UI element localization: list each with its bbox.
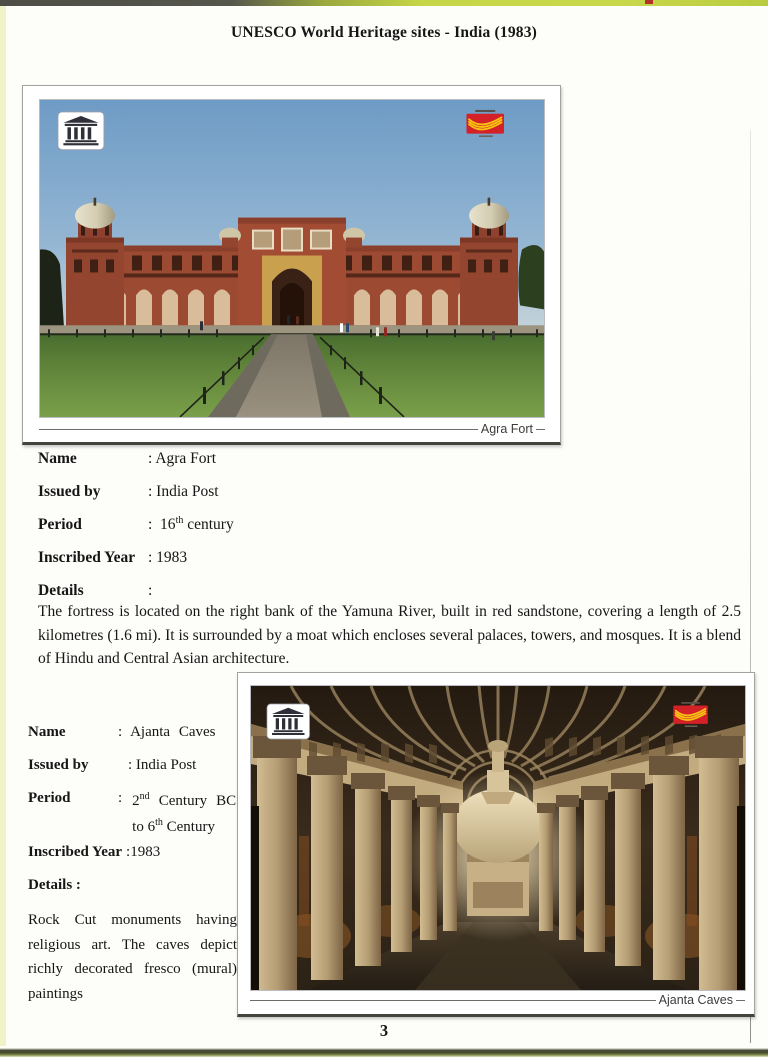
- page-title: UNESCO World Heritage sites - India (1983): [230, 24, 538, 41]
- caption-rule: [39, 429, 478, 430]
- field-label: Period: [28, 790, 71, 806]
- info-row-details: [38, 581, 743, 601]
- field-value: : Ajanta Caves: [118, 724, 216, 740]
- field-value: [148, 515, 234, 535]
- info-row-inscribed-year: [28, 842, 237, 862]
- agra-fort-postcard: [22, 85, 561, 445]
- period-part: Century: [162, 819, 215, 835]
- caption-rule-tail: [536, 429, 545, 430]
- period-rest: century: [183, 516, 234, 533]
- unesco-logo-icon: [58, 112, 104, 150]
- info-row-period: [28, 788, 237, 840]
- field-label: Inscribed Year: [28, 844, 123, 860]
- agra-fort-photo: [39, 99, 545, 418]
- field-label: Details :: [28, 877, 81, 893]
- ajanta-info-table: [28, 722, 237, 1006]
- info-row-details: [28, 875, 237, 895]
- field-value: : India Post: [148, 483, 219, 500]
- ajanta-caves-illustration: [251, 686, 745, 990]
- period-colon: :: [118, 790, 123, 806]
- field-label: Name: [28, 724, 66, 740]
- field-value: :: [148, 582, 153, 599]
- field-label: Name: [38, 450, 77, 467]
- agra-details-paragraph: The fortress is located on the right bank of the Yamuna River, built in red sandstone, covering a length of 2.5 kilometres (1.6 mi). It is surrounded by a moat which encloses several palaces, towers, and mosques. It is a blend of Hindu and Central Asian architecture.: [38, 603, 741, 667]
- info-row-name: [28, 722, 237, 742]
- ajanta-caves-postcard: [237, 672, 755, 1017]
- postcard-caption-row: [250, 993, 745, 1007]
- ajanta-details-paragraph: Rock Cut monuments having religious art. The caves depict richly decorated fresco (mural) paintings: [28, 912, 237, 1002]
- agra-info-table: [38, 449, 743, 614]
- field-value: : 1983: [148, 549, 188, 566]
- period-superscript: nd: [139, 791, 150, 802]
- india-post-logo-icon: [673, 702, 708, 727]
- india-post-logo-icon: [467, 110, 505, 137]
- field-value: : Agra Fort: [148, 450, 217, 467]
- postcard-caption: Ajanta Caves: [658, 993, 733, 1007]
- period-part: Century BC to 6: [132, 793, 237, 835]
- agra-fort-illustration: [40, 100, 544, 417]
- field-value: :1983: [126, 844, 161, 860]
- info-row-issued-by: [28, 755, 237, 775]
- postcard-caption-row: [39, 422, 545, 436]
- postcard-caption: Agra Fort: [480, 422, 533, 436]
- info-row-issued-by: [38, 482, 743, 502]
- caption-rule: [250, 1000, 656, 1001]
- ajanta-caves-photo: [250, 685, 746, 991]
- period-superscript: th: [175, 514, 184, 526]
- unesco-logo-icon: [267, 704, 310, 739]
- info-row-name: [38, 449, 743, 469]
- period-part: 2: [132, 793, 140, 809]
- field-label: Period: [38, 516, 82, 533]
- period-superscript: th: [155, 817, 163, 828]
- scan-edge-red-mark: [645, 0, 653, 4]
- field-label: Details: [38, 582, 84, 599]
- field-value: [118, 788, 236, 840]
- field-value: : India Post: [128, 757, 197, 773]
- info-row-inscribed-year: [38, 548, 743, 568]
- caption-rule-tail: [736, 1000, 745, 1001]
- field-label: Issued by: [28, 757, 89, 773]
- page-number: 3: [379, 1021, 389, 1040]
- period-base: : 16: [148, 516, 176, 533]
- field-label: Issued by: [38, 483, 101, 500]
- scan-edge-left: [0, 6, 6, 1047]
- info-row-period: [38, 515, 743, 535]
- field-label: Inscribed Year: [38, 549, 136, 566]
- scan-edge-bottom: [0, 1046, 768, 1057]
- period-text: [132, 788, 236, 840]
